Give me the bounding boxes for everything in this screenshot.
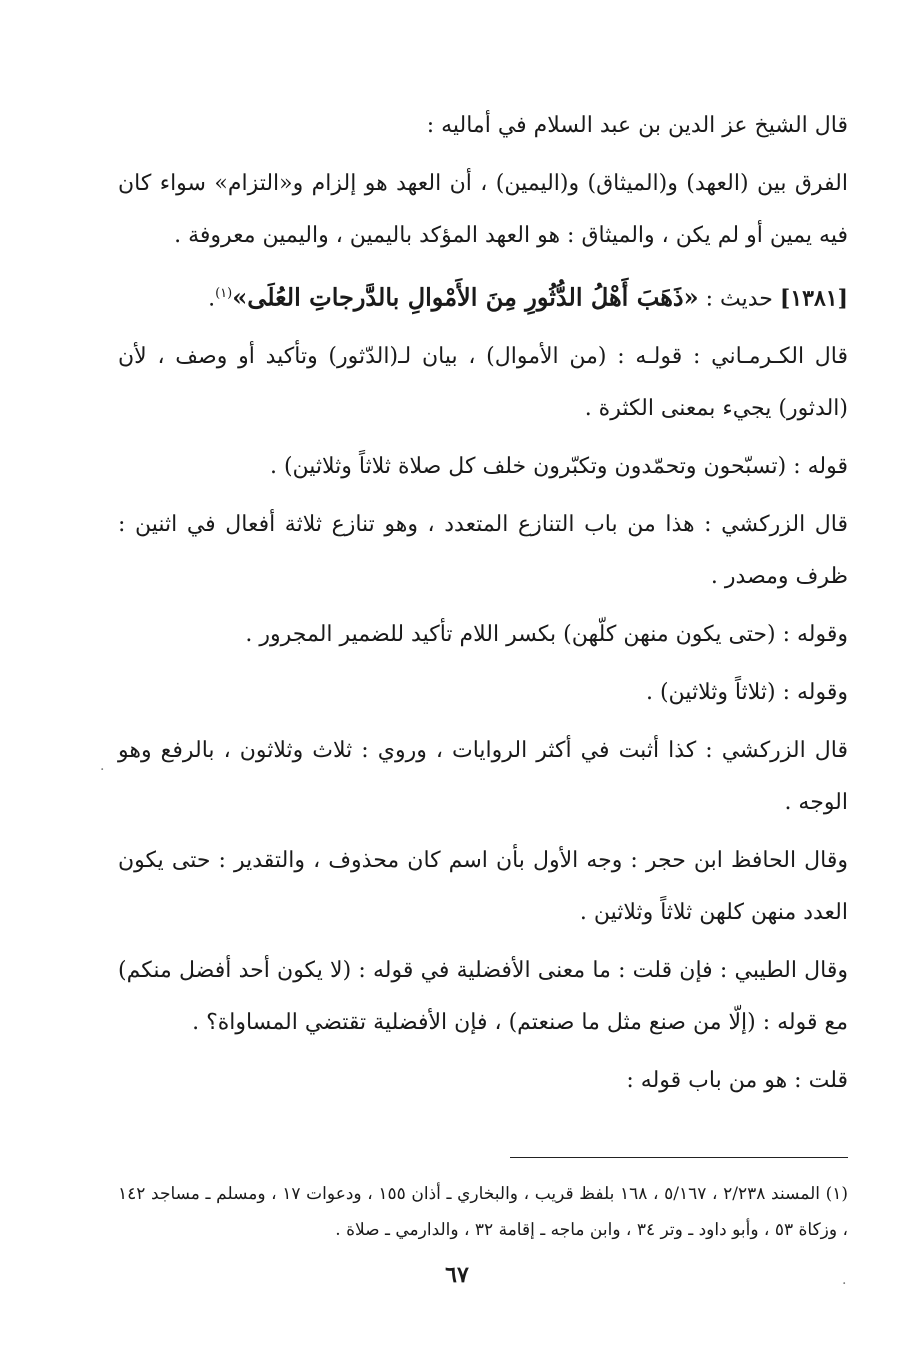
footnote-1: (١) المسند ٢/٢٣٨ ، ٥/١٦٧ ، ١٦٨ بلفظ قريب ، والبخاري ـ أذان ١٥٥ ، ودعوات ١٧ ، ومسلم ـ مساجد ١٤٢ ، وزكاة ٥٣ ، وأبو داود ـ وتر ٣٤ ، وابن ماجه ـ إقامة ٣٢ ، والدارمي ـ صلاة .	[118, 1184, 849, 1240]
hadith-intro: حديث :	[705, 286, 773, 312]
paragraph-10: وقال الطيبي : فإن قلت : ما معنى الأفضلية في قوله : (لا يكون أحد أفضل منكم) مع قوله : (إلّا من صنع مثل ما صنعتم) ، فإن الأفضلية تقتضي المساواة؟ .	[118, 958, 848, 1036]
paragraph-5: قال الزركشي : هذا من باب التنازع المتعدد ، وهو تنازع ثلاثة أفعال في اثنين : ظرف ومصدر .	[118, 512, 848, 590]
scan-speck: ·	[100, 762, 105, 778]
paragraph-7: وقوله : (ثلاثاً وثلاثين) .	[645, 680, 848, 706]
footnote-divider	[510, 1157, 848, 1158]
hadith-heading: [١٣٨١] حديث : «ذَهَبَ أَهْلُ الدُّثُورِ مِنَ الأَمْوالِ بالدَّرجاتِ العُلَى»$^{(١)}$.	[208, 282, 848, 312]
paragraph-8: قال الزركشي : كذا أثبت في أكثر الروايات ، وروي : ثلاث وثلاثون ، بالرفع وهو الوجه .	[118, 738, 848, 816]
main-text	[118, 100, 848, 1113]
hadith-number: [١٣٨١]	[779, 285, 848, 312]
paragraph-11: قلت : هو من باب قوله :	[626, 1068, 848, 1094]
paragraph-1: قال الشيخ عز الدين بن عبد السلام في أماليه :	[426, 113, 848, 138]
paragraph-3: قال الكـرمـاني : قولـه : (من الأموال) ، بيان لـ(الدّثور) وتأكيد أو وصف ، لأن (الدثور) يجيء بمعنى الكثرة .	[118, 344, 848, 422]
paragraph-4: قوله : (تسبّحون وتحمّدون وتكبّرون خلف كل صلاة ثلاثاً وثلاثين) .	[269, 454, 848, 480]
footnote-reference: (١)	[215, 286, 233, 301]
paragraph-9: وقال الحافظ ابن حجر : وجه الأول بأن اسم كان محذوف ، والتقدير : حتى يكون العدد منهن كلهن ثلاثاً وثلاثين .	[118, 848, 848, 926]
footnotes	[118, 1176, 848, 1248]
paragraph-2: الفرق بين (العهد) و(الميثاق) و(اليمين) ، أن العهد هو إلزام و«التزام» سواء كان فيه يمين أو لم يكن ، والميثاق : هو العهد المؤكد باليمين ، واليمين معروفة .	[118, 171, 848, 248]
paragraph-6: وقوله : (حتى يكون منهن كلّهن) بكسر اللام تأكيد للضمير المجرور .	[245, 622, 848, 648]
hadith-text: «ذَهَبَ أَهْلُ الدُّثُورِ مِنَ الأَمْوالِ بالدَّرجاتِ العُلَى»	[232, 282, 699, 312]
scan-speck: ·	[842, 1276, 847, 1292]
page-number: ٦٧	[445, 1262, 469, 1288]
